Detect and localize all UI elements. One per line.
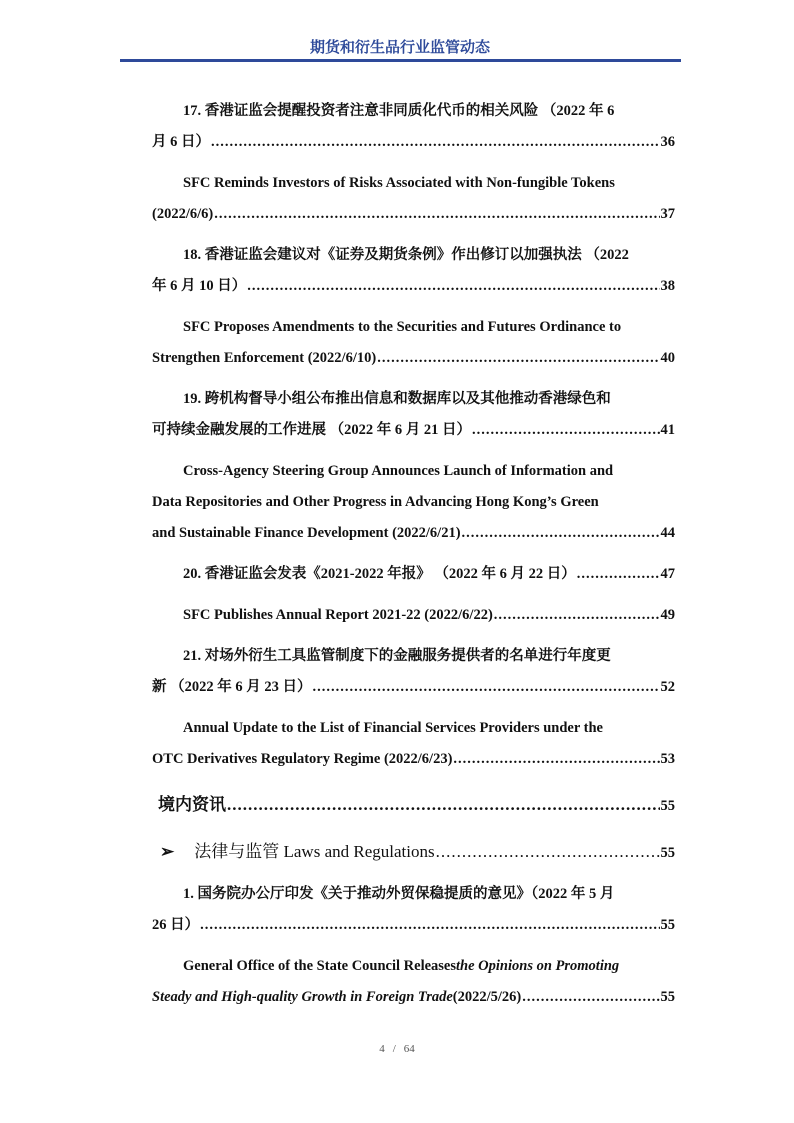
toc-section-title: 境内资讯 xyxy=(158,795,226,815)
toc-page-number: 53 xyxy=(660,751,675,767)
toc-text: 20. 香港证监会发表《2021-2022 年报》 （2022 年 6 月 22 日） xyxy=(183,566,576,582)
toc-entry-18-cn[interactable] xyxy=(152,240,675,302)
toc-page-number: 36 xyxy=(660,134,675,150)
leader-dots xyxy=(211,127,660,158)
toc-text: 新 （2022 年 6 月 23 日） xyxy=(152,679,312,695)
toc-page-number: 49 xyxy=(660,607,675,623)
toc-section-domestic[interactable] xyxy=(158,789,675,822)
toc-text: OTC Derivatives Regulatory Regime (2022/6/23) xyxy=(152,751,453,767)
toc-entry-21-en[interactable] xyxy=(152,713,675,775)
toc-text: Cross-Agency Steering Group Announces Launch of Information and xyxy=(183,463,614,479)
toc-text: 17. 香港证监会提醒投资者注意非同质化代币的相关风险 （2022 年 6 xyxy=(183,103,615,119)
toc-text: General Office of the State Council Releases xyxy=(183,958,457,974)
toc-text: 可持续金融发展的工作进展 （2022 年 6 月 21 日） xyxy=(152,422,471,438)
toc-text: 年 6 月 10 日） xyxy=(152,278,247,294)
toc-page-number: 52 xyxy=(660,679,675,695)
toc-entry-20-en[interactable] xyxy=(152,600,675,631)
page-separator: / xyxy=(392,1043,396,1055)
toc-text-italic: Steady and High-quality Growth in Foreign Trade xyxy=(152,989,453,1005)
toc-text: 18. 香港证监会建议对《证券及期货条例》作出修订以加强执法 （2022 xyxy=(183,247,629,263)
toc-entry-d1-cn[interactable] xyxy=(152,879,675,941)
toc-text: 1. 国务院办公厅印发《关于推动外贸保稳提质的意见》（2022 年 5 月 xyxy=(183,886,615,902)
leader-dots xyxy=(247,271,659,302)
toc-text: SFC Publishes Annual Report 2021-22 (2022/6/22) xyxy=(183,607,493,623)
leader-dots xyxy=(453,744,659,775)
toc-entry-21-cn[interactable] xyxy=(152,641,675,703)
toc-text: Data Repositories and Other Progress in Advancing Hong Kong’s Green xyxy=(152,494,599,510)
toc-entry-17-cn[interactable] xyxy=(152,96,675,158)
toc-page-number: 40 xyxy=(660,350,675,366)
toc-page-number: 44 xyxy=(660,525,675,541)
total-pages: 64 xyxy=(403,1043,415,1055)
toc-text-italic: the Opinions on Promoting xyxy=(456,958,620,974)
toc-subsection-laws[interactable] xyxy=(160,836,675,869)
leader-dots xyxy=(577,559,660,590)
toc-entry-19-cn[interactable] xyxy=(152,384,675,446)
leader-dots xyxy=(522,982,659,1013)
toc-text: 26 日） xyxy=(152,917,200,933)
arrow-bullet-icon: ➢ xyxy=(160,842,175,861)
toc-entry-d1-en[interactable] xyxy=(152,951,675,1013)
toc-text: 月 6 日） xyxy=(152,134,210,150)
toc-text: Strengthen Enforcement (2022/6/10) xyxy=(152,350,377,366)
current-page: 4 xyxy=(379,1043,385,1055)
leader-dots xyxy=(227,789,660,820)
toc-text: 19. 跨机构督导小组公布推出信息和数据库以及其他推动香港绿色和 xyxy=(183,391,611,407)
leader-dots xyxy=(200,910,659,941)
toc-text: (2022/6/6) xyxy=(152,206,214,222)
toc-text: and Sustainable Finance Development (2022/6/21) xyxy=(152,525,461,541)
leader-dots xyxy=(494,600,660,631)
leader-dots xyxy=(377,343,659,374)
toc-text: (2022/5/26) xyxy=(452,989,522,1005)
toc-text: Annual Update to the List of Financial Services Providers under the xyxy=(183,720,603,736)
toc-page-number: 47 xyxy=(660,566,675,582)
toc-page-number: 55 xyxy=(660,989,675,1005)
toc-entry-18-en[interactable] xyxy=(152,312,675,374)
leader-dots xyxy=(462,518,660,549)
toc-page-number: 55 xyxy=(660,845,675,861)
toc-page-number: 38 xyxy=(660,278,675,294)
running-header: 期货和衍生品行业监管动态 xyxy=(309,38,490,56)
page-footer-number xyxy=(0,1043,794,1055)
toc-page-number: 41 xyxy=(660,422,675,438)
header-rule xyxy=(120,59,681,62)
toc-text: SFC Proposes Amendments to the Securities and Futures Ordinance to xyxy=(183,319,622,335)
toc-page-number: 55 xyxy=(660,798,675,814)
toc-entry-17-en[interactable] xyxy=(152,168,675,230)
toc-entry-19-en[interactable] xyxy=(152,456,675,549)
table-of-contents xyxy=(152,96,675,1013)
toc-text: 21. 对场外衍生工具监管制度下的金融服务提供者的名单进行年度更 xyxy=(183,648,611,664)
toc-text: SFC Reminds Investors of Risks Associated with Non-fungible Tokens xyxy=(183,175,615,191)
leader-dots xyxy=(313,672,660,703)
leader-dots xyxy=(472,415,660,446)
toc-page-number: 55 xyxy=(660,917,675,933)
leader-dots xyxy=(214,199,659,230)
toc-subsection-title: 法律与监管 Laws and Regulations xyxy=(194,842,435,861)
toc-entry-20-cn[interactable] xyxy=(152,559,675,590)
toc-page-number: 37 xyxy=(660,206,675,222)
leader-dots xyxy=(436,836,660,867)
